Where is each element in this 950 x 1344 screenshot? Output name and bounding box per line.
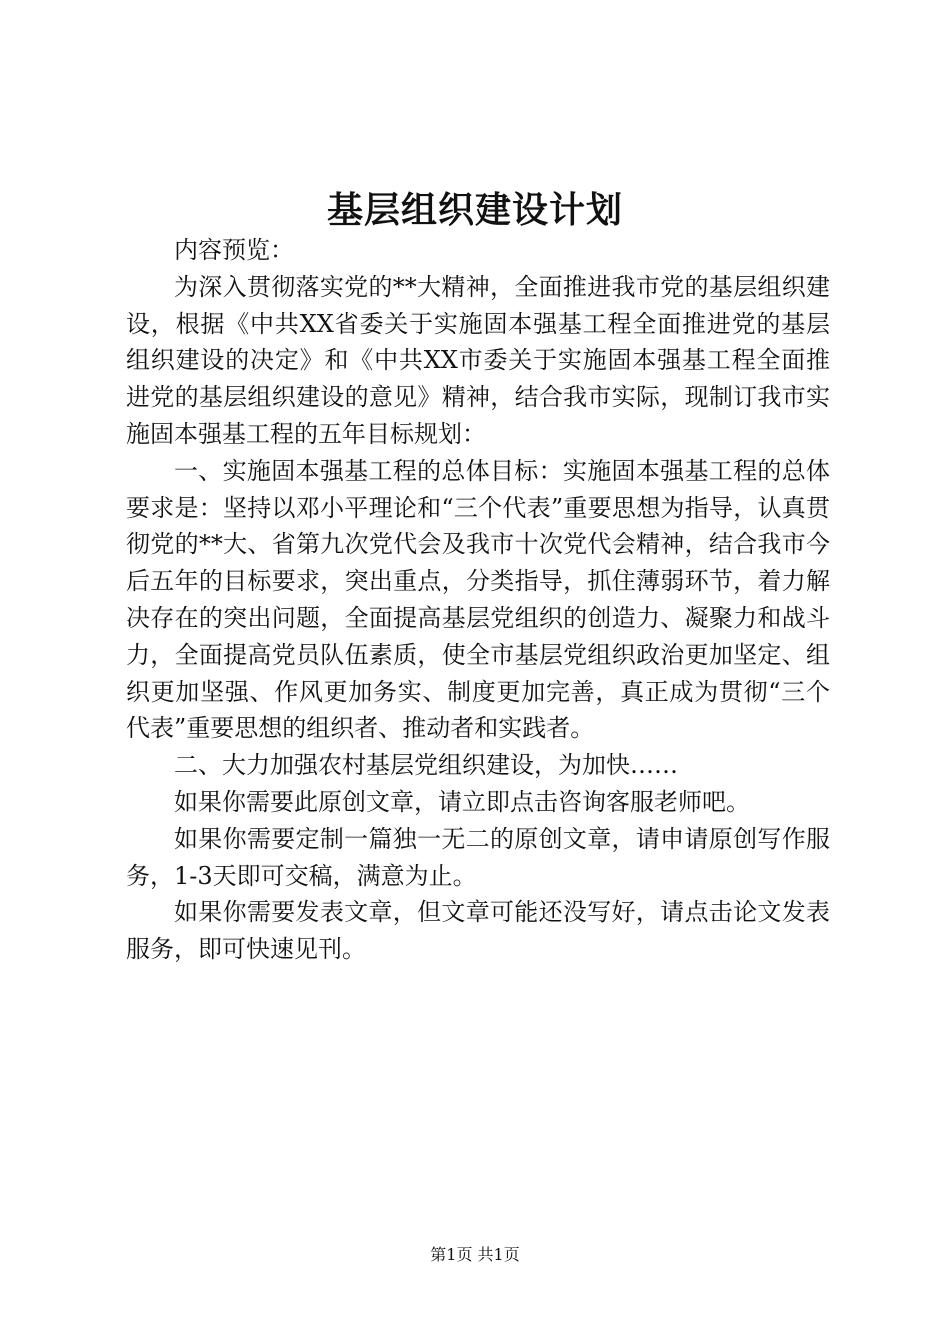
preview-label: 内容预览： (174, 236, 294, 264)
document-title: 基层组织建设计划 (326, 189, 623, 231)
contact-paragraph: 如果你需要此原创文章，请立即点击咨询客服老师吧。 (174, 787, 750, 816)
page-footer: 第1页 共1页 (430, 1245, 520, 1264)
publishing-paragraph: 如果你需要发表文章，但文章可能还没写好，请点击论文发表服务，即可快速见刊。 (126, 898, 830, 964)
custom-writing-paragraph: 如果你需要定制一篇独一无二的原创文章，请申请原创写作服务，1-3天即可交稿，满意为止。 (126, 824, 830, 890)
section-two-paragraph: 二、大力加强农村基层党组织建设，为加快…… (174, 751, 678, 780)
section-one-paragraph: 一、实施固本强基工程的总体目标：实施固本强基工程的总体要求是：坚持以邓小平理论和“三个代表”重要思想为指导，认真贯彻党的**大、省第九次党代会及我市十次党代会精神，结合我市今后五年的目标要求，突出重点，分类指导，抓住薄弱环节，着力解决存在的突出问题，全面提高基层党组织的创造力、凝聚力和战斗力，全面提高党员队伍素质，使全市基层党组织政治更加坚定、组织更加坚强、作风更加务实、制度更加完善，真正成为贯彻“三个代表”重要思想的组织者、推动者和实践者。 (126, 456, 830, 743)
document-body (126, 232, 830, 968)
intro-paragraph: 为深入贯彻落实党的**大精神，全面推进我市党的基层组织建设，根据《中共XX省委关于实施固本强基工程全面推进党的基层组织建设的决定》和《中共XX市委关于实施固本强基工程全面推进党的基层组织建设的意见》精神，结合我市实际，现制订我市实施固本强基工程的五年目标规划： (126, 272, 830, 448)
